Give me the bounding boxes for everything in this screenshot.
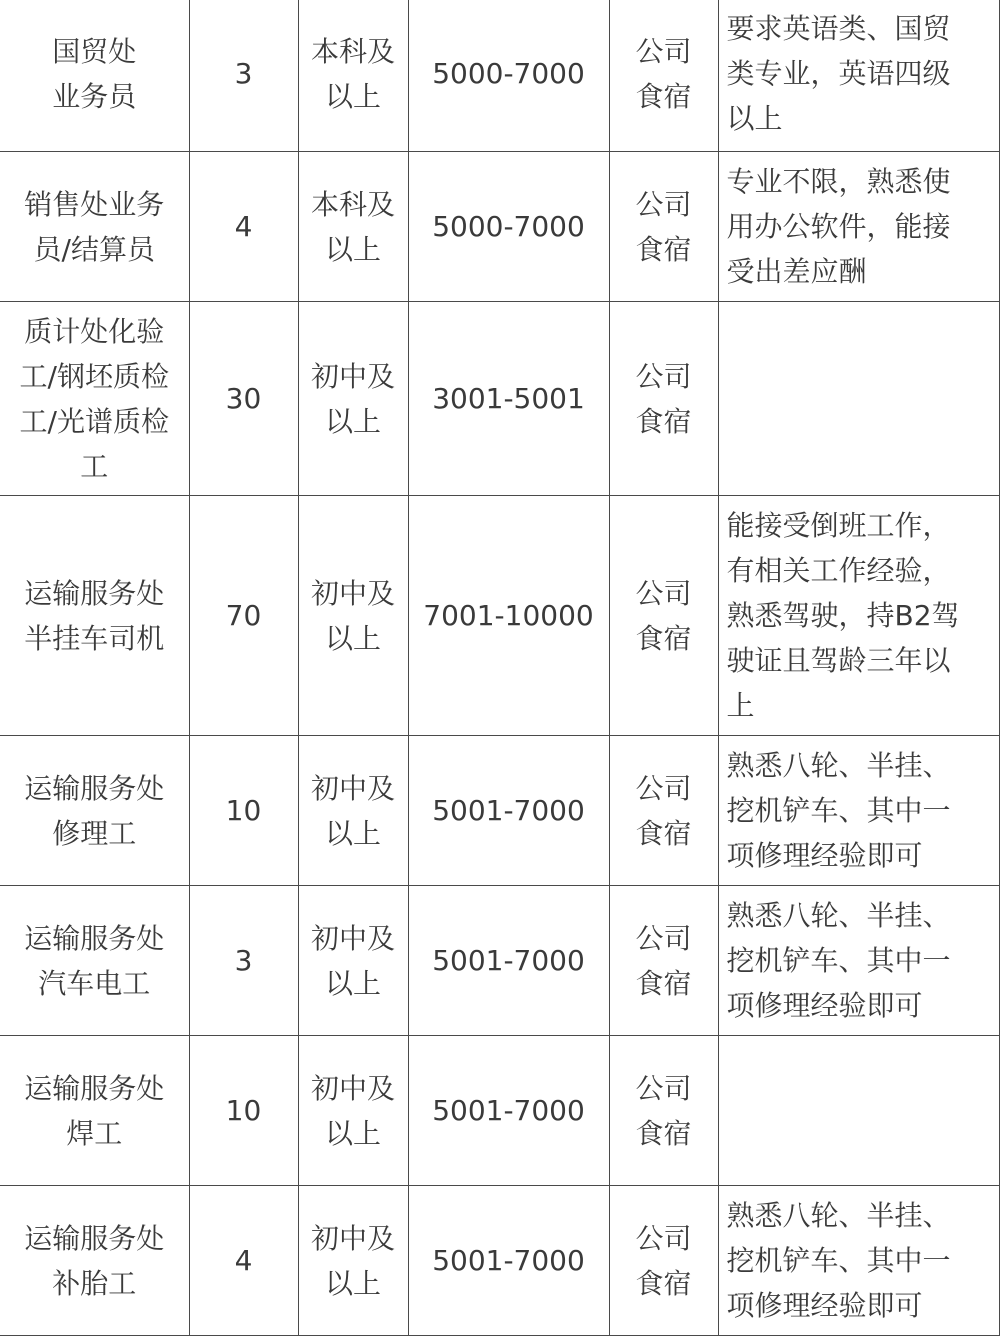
salary-cell: 5001-7000 (408, 1186, 609, 1336)
headcount-cell: 10 (189, 736, 298, 886)
education-cell: 初中及 以上 (298, 1036, 408, 1186)
table-row (0, 1186, 999, 1336)
position-cell: 运输服务处 修理工 (0, 736, 189, 886)
salary-cell: 5000-7000 (408, 0, 609, 152)
education-cell: 初中及 以上 (298, 302, 408, 496)
salary-cell: 5001-7000 (408, 736, 609, 886)
headcount-cell: 4 (189, 1186, 298, 1336)
benefits-cell: 公司 食宿 (609, 1036, 718, 1186)
benefits-cell: 公司 食宿 (609, 886, 718, 1036)
benefits-cell: 公司 食宿 (609, 152, 718, 302)
requirements-cell (718, 302, 999, 496)
education-cell: 本科及 以上 (298, 152, 408, 302)
salary-cell: 5001-7000 (408, 886, 609, 1036)
table-row (0, 0, 999, 152)
position-cell: 国贸处 业务员 (0, 0, 189, 152)
table-row (0, 152, 999, 302)
requirements-cell: 熟悉八轮、半挂、 挖机铲车、其中一 项修理经验即可 (718, 886, 999, 1036)
table-row (0, 1036, 999, 1186)
requirements-cell: 熟悉八轮、半挂、 挖机铲车、其中一 项修理经验即可 (718, 1186, 999, 1336)
education-cell: 初中及 以上 (298, 886, 408, 1036)
benefits-cell: 公司 食宿 (609, 736, 718, 886)
headcount-cell: 70 (189, 496, 298, 736)
salary-cell: 3001-5001 (408, 302, 609, 496)
education-cell: 本科及 以上 (298, 0, 408, 152)
requirements-cell (718, 1036, 999, 1186)
table-row (0, 886, 999, 1036)
position-cell: 运输服务处 半挂车司机 (0, 496, 189, 736)
position-cell: 运输服务处 焊工 (0, 1036, 189, 1186)
education-cell: 初中及 以上 (298, 496, 408, 736)
table-row (0, 302, 999, 496)
table-row (0, 736, 999, 886)
benefits-cell: 公司 食宿 (609, 1186, 718, 1336)
benefits-cell: 公司 食宿 (609, 0, 718, 152)
salary-cell: 5000-7000 (408, 152, 609, 302)
benefits-cell: 公司 食宿 (609, 302, 718, 496)
headcount-cell: 30 (189, 302, 298, 496)
headcount-cell: 10 (189, 1036, 298, 1186)
headcount-cell: 3 (189, 0, 298, 152)
requirements-cell: 专业不限，熟悉使 用办公软件，能接 受出差应酬 (718, 152, 999, 302)
position-cell: 销售处业务 员/结算员 (0, 152, 189, 302)
education-cell: 初中及 以上 (298, 1186, 408, 1336)
education-cell: 初中及 以上 (298, 736, 408, 886)
position-cell: 质计处化验 工/钢坯质检 工/光谱质检 工 (0, 302, 189, 496)
salary-cell: 5001-7000 (408, 1036, 609, 1186)
headcount-cell: 4 (189, 152, 298, 302)
benefits-cell: 公司 食宿 (609, 496, 718, 736)
requirements-cell: 要求英语类、国贸 类专业，英语四级 以上 (718, 0, 999, 152)
position-cell: 运输服务处 汽车电工 (0, 886, 189, 1036)
headcount-cell: 3 (189, 886, 298, 1036)
requirements-cell: 能接受倒班工作， 有相关工作经验， 熟悉驾驶，持B2驾 驶证且驾龄三年以 上 (718, 496, 999, 736)
table-row (0, 496, 999, 736)
position-cell: 运输服务处 补胎工 (0, 1186, 189, 1336)
requirements-cell: 熟悉八轮、半挂、 挖机铲车、其中一 项修理经验即可 (718, 736, 999, 886)
salary-cell: 7001-10000 (408, 496, 609, 736)
